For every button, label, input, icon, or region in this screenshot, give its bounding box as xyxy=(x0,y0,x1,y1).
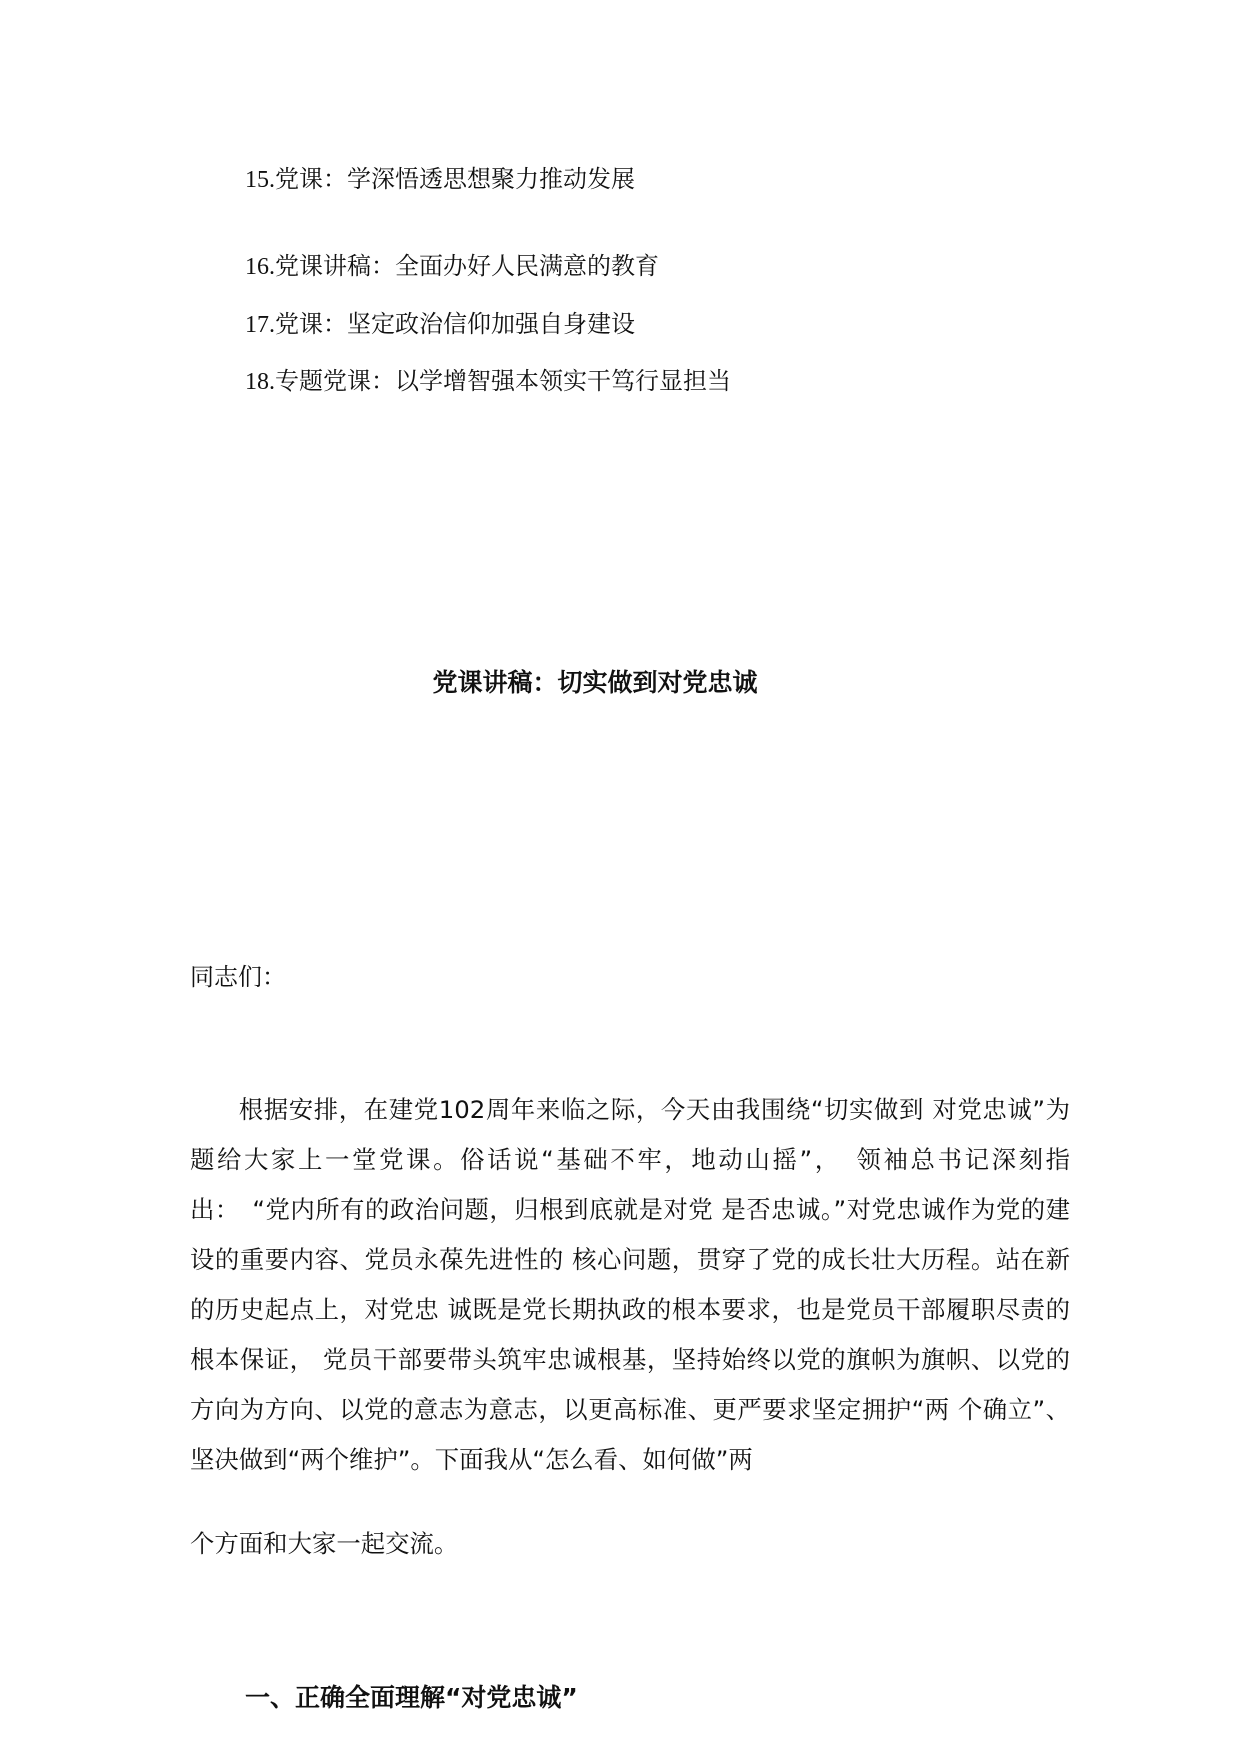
toc-item-number: 16. xyxy=(245,254,275,280)
toc-item-text: 党课：学深悟透思想聚力推动发展 xyxy=(275,165,635,193)
body-paragraph-continuation: 个方面和大家一起交流。 xyxy=(190,1529,459,1558)
toc-item-number: 18. xyxy=(245,369,275,395)
toc-item-18 xyxy=(245,366,731,397)
toc-item-text: 专题党课：以学增智强本领实干笃行显担当 xyxy=(275,367,731,395)
toc-item-number: 15. xyxy=(245,167,275,193)
toc-item-15 xyxy=(245,164,635,195)
section-heading: 一、正确全面理解“对党忠诚” xyxy=(245,1683,578,1712)
toc-item-text: 党课：坚定政治信仰加强自身建设 xyxy=(275,310,635,338)
toc-item-text: 党课讲稿：全面办好人民满意的教育 xyxy=(275,252,659,280)
document-title: 党课讲稿：切实做到对党忠诚 xyxy=(432,668,758,697)
toc-item-17 xyxy=(245,309,635,340)
toc-item-16 xyxy=(245,251,659,282)
salutation: 同志们： xyxy=(190,963,286,991)
body-paragraph: 根据安排，在建党102周年来临之际，今天由我围绕“切实做到 对党忠诚”为题给大家上一堂党课。俗话说“基础不牢，地动山摇”， 领袖总书记深刻指出： “党内所有的政治问题，归根到底就是对党 是否忠诚。”对党忠诚作为党的建设的重要内容、党员永葆先进性的 核心问题，贯穿了党的成长壮大历程。站在新的历史起点上，对党忠 诚既是党长期执政的根本要求，也是党员干部履职尽责的根本保证， 党员干部要带头筑牢忠诚根基，坚持始终以党的旗帜为旗帜、以党的 方向为方向、以党的意志为意志，以更高标准、更严要求坚定拥护“两 个确立”、坚决做到“两个维护”。下面我从“怎么看、如何做”两 xyxy=(190,1095,1070,1474)
toc-item-number: 17. xyxy=(245,312,275,338)
